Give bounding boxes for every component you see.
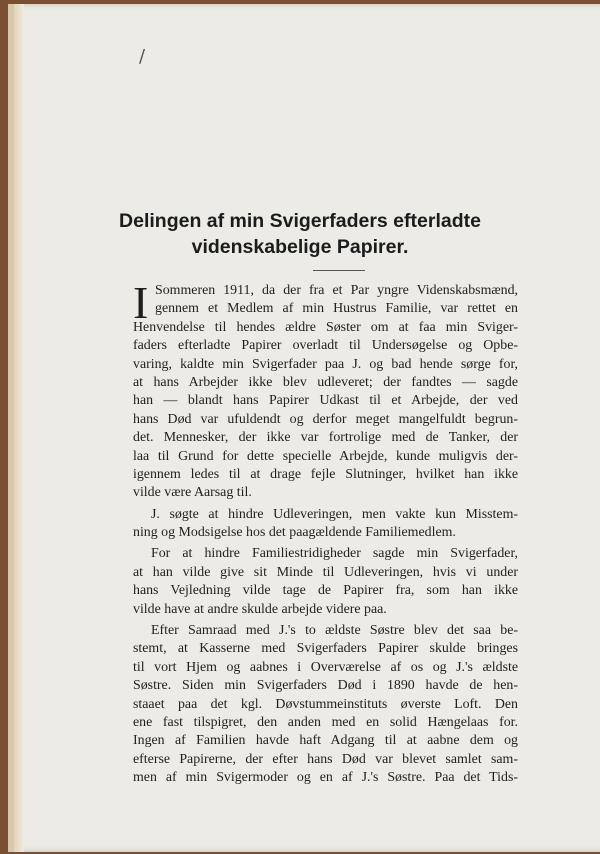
text-line: For at hindre Familiestridigheder sagde min Svigerfader, [151,546,518,562]
text-line: faders efterladte Papirer overladt til Undersøgelse og Opbe- [133,338,518,354]
chapter-title-line-2: videnskabelige Papirer. [191,236,409,258]
page-edge [14,4,24,852]
text-line: ning og Modsigelse hos det paagældende Familiemedlem. [133,525,456,541]
text-line: hans Død var ufuldendt og derfor meget mangelfuldt begrun- [133,411,518,427]
paragraph-1 [133,277,518,503]
text-line: Efter Samraad med J.'s to ældste Søstre blev det saa be- [151,623,518,639]
text-line: efterse Papirerne, der efter hans Død var blevet samlet sam- [133,751,518,767]
text-line: J. søgte at hindre Udleveringen, men vakte kun Misstem- [151,506,518,522]
text-line: stemt, at Kasserne med Svigerfaders Papirer skulde bringes [133,641,518,657]
text-line: Søstre. Siden min Svigerfaders Død i 1890 havde de hen- [133,678,518,694]
text-line: men af min Svigermoder og en af J.'s Søstre. Paa det Tids- [133,770,518,786]
text-line: at han vilde give sit Minde til Udleveringen, hvis vi under [133,564,518,580]
text-line: at hans Arbejder ikke blev udleveret; der fandtes — sagde [133,374,518,390]
text-line: staaet paa det kgl. Døvstummeinstituts øverste Loft. Den [133,696,518,712]
drop-cap: I [133,277,149,328]
text-line: Ingen af Familien havde haft Adgang til at aabne dem og [133,733,518,749]
title-divider [313,270,365,271]
paragraph-4 [133,622,518,788]
text-line: Sommeren 1911, da der fra et Par yngre Videnskabsmænd, [155,283,518,298]
text-line: laa til Grund for dette specielle Arbejde, kunde muligvis der- [133,448,518,464]
text-line: Henvendelse til hendes ældre Søster om at faa min Sviger- [133,319,518,335]
chapter-title-line-1: Delingen af min Svigerfaders efterladte [119,210,481,232]
text-line: det. Mennesker, der ikke var fortrolige med de Tanker, der [133,430,518,446]
text-line: til vort Hjem og aabnes i Overværelse af os og J.'s ældste [133,659,518,675]
text-line: ene fast tilspigret, den anden med en solid Hængelaas for. [133,714,518,730]
text-line: gennem et Medlem af min Hustrus Familie, var rettet en [155,301,518,317]
text-line: igennem ledes til at drage fejle Slutninger, hvilket han ikke [133,466,518,482]
text-line: varing, kaldte min Svigerfader paa J. og bad hende sørge for, [133,356,518,372]
text-line: hans Vejledning vilde tage de Papirer fra, som han ikke [133,583,518,599]
paragraph-2 [133,506,518,543]
body-text [133,277,518,788]
text-line: vilde have at andre skulde arbejde videre paa. [133,601,387,617]
paragraph-3 [133,545,518,619]
text-line: han — blandt hans Papirer Udkast til et Arbejde, der ved [133,393,518,409]
pencil-mark: / [139,46,146,67]
text-line: vilde være Aarsag til. [133,485,252,501]
